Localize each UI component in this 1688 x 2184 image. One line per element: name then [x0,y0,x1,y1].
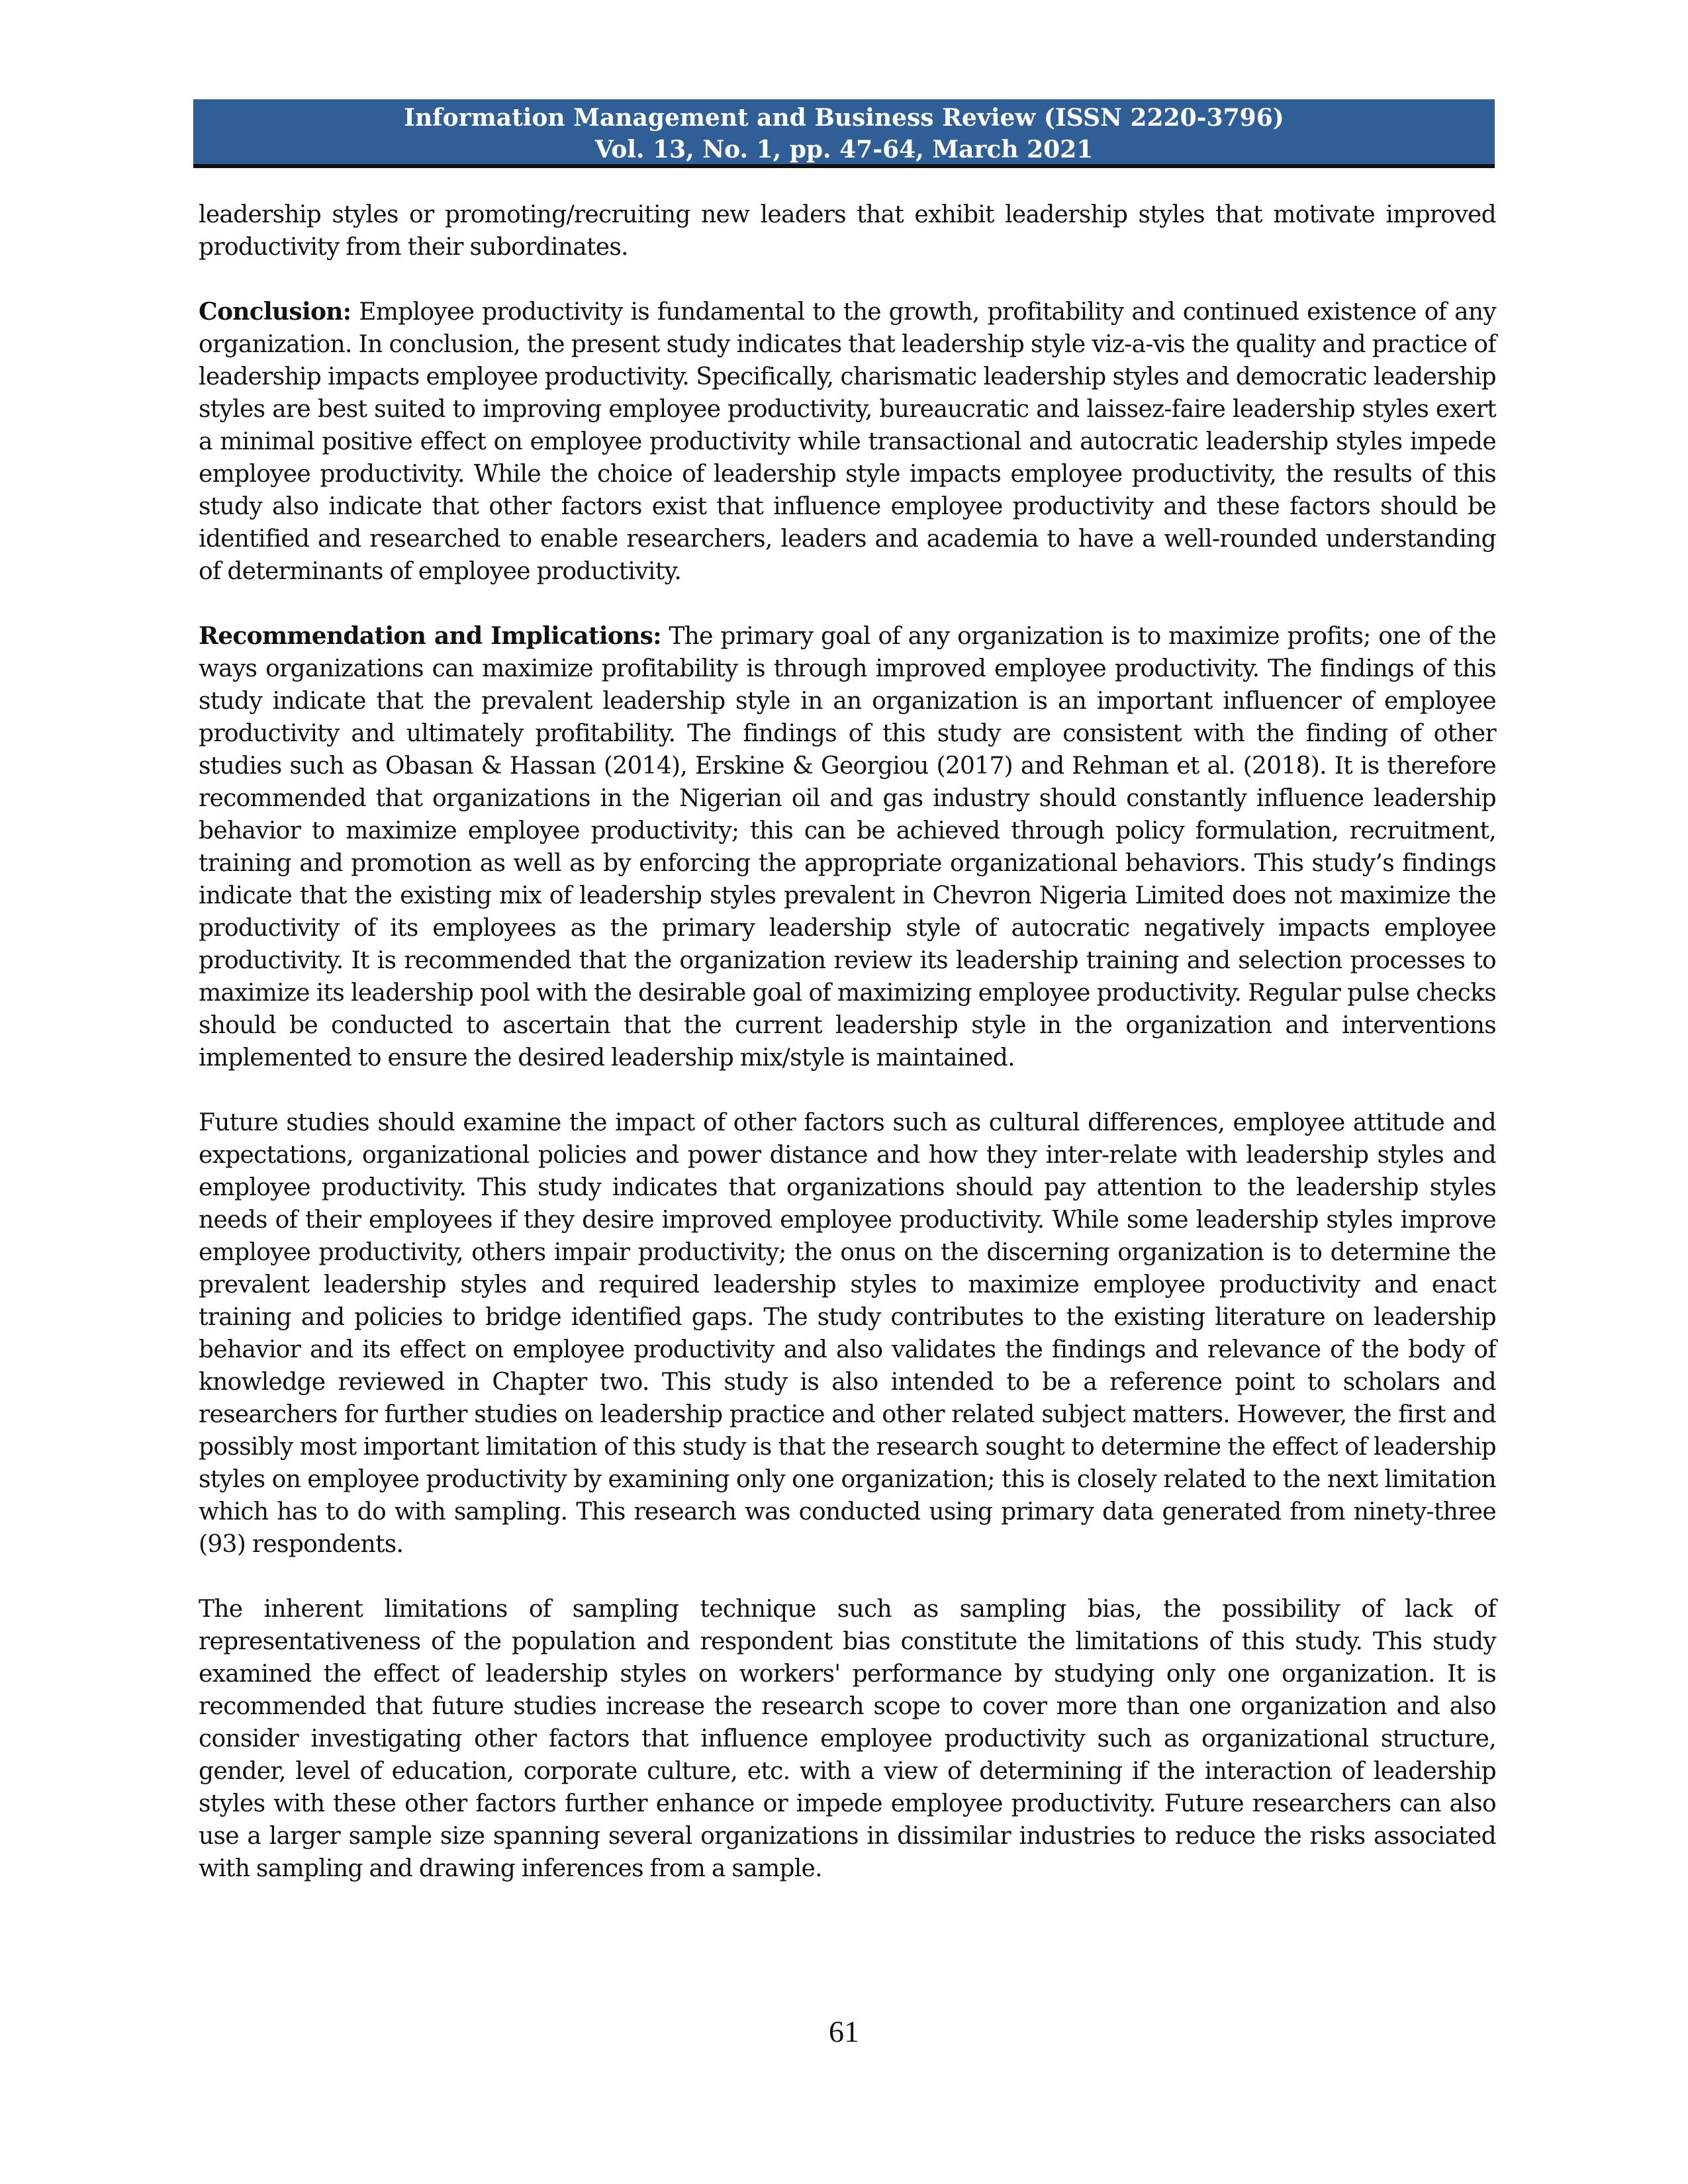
conclusion-paragraph [199,296,1496,588]
journal-volume-info: Vol. 13, No. 1, pp. 47-64, March 2021 [594,136,1094,163]
journal-header-banner [193,99,1495,168]
future-studies-paragraph: Future studies should examine the impact of other factors such as cultural differences, employee attitude and expectations, organizational policies and power distance and how they inter-relate with leadership styles and employee productivity. This study indicates that organizations should pay attention to the leadership styles needs of their employees if they desire improved employee productivity. While some leadership styles improve employee productivity, others impair productivity; the onus on the discerning organization is to determine the prevalent leadership styles and required leadership styles to maximize employee productivity and enact training and policies to bridge identified gaps. The study contributes to the existing literature on leadership behavior and its effect on employee productivity and also validates the findings and relevance of the body of knowledge reviewed in Chapter two. This study is also intended to be a reference point to scholars and researchers for further studies on leadership practice and other related subject matters. However, the first and possibly most important limitation of this study is that the research sought to determine the effect of leadership styles on employee productivity by examining only one organization; this is closely related to the next limitation which has to do with sampling. This research was conducted using primary data generated from ninety-three (93) respondents. [199,1109,1496,1558]
continuation-paragraph: leadership styles or promoting/recruiting new leaders that exhibit leadership styles that motivate improved productivity from their subordinates. [199,201,1496,261]
conclusion-heading: Conclusion: [199,298,352,326]
limitations-paragraph: The inherent limitations of sampling technique such as sampling bias, the possibility of lack of representativeness of the population and respondent bias constitute the limitations of this study. This study examined the effect of leadership styles on workers' performance by studying only one organization. It is recommended that future studies increase the research scope to cover more than one organization and also consider investigating other factors that influence employee productivity such as organizational structure, gender, level of education, corporate culture, etc. with a view of determining if the interaction of leadership styles with these other factors further enhance or impede employee productivity. Future researchers can also use a larger sample size spanning several organizations in dissimilar industries to reduce the risks associated with sampling and drawing inferences from a sample. [199,1596,1496,1882]
recommendation-heading: Recommendation and Implications: [199,622,661,650]
journal-title: Information Management and Business Review (ISSN 2220-3796) [404,104,1284,132]
conclusion-text: Employee productivity is fundamental to the growth, profitability and continued existence of any organization. In conclusion, the present study indicates that leadership style viz-a-vis the quality and practice of leadership impacts employee productivity. Specifically, charismatic leadership styles and democratic leadership styles are best suited to improving employee productivity, bureaucratic and laissez-faire leadership styles exert a minimal positive effect on employee productivity while transactional and autocratic leadership styles impede employee productivity. While the choice of leadership style impacts employee productivity, the results of this study also indicate that other factors exist that influence employee productivity and these factors should be identified and researched to enable researchers, leaders and academia to have a well-rounded understanding of determinants of employee productivity. [199,298,1496,585]
page-number: 61 [829,2015,859,2048]
recommendation-text: The primary goal of any organization is to maximize profits; one of the ways organizations can maximize profitability is through improved employee productivity. The findings of this study indicate that the prevalent leadership style in an organization is an important influencer of employee productivity and ultimately profitability. The findings of this study are consistent with the finding of other studies such as Obasan & Hassan (2014), Erskine & Georgiou (2017) and Rehman et al. (2018). It is therefore recommended that organizations in the Nigerian oil and gas industry should constantly influence leadership behavior to maximize employee productivity; this can be achieved through policy formulation, recruitment, training and promotion as well as by enforcing the appropriate organizational behaviors. This study’s findings indicate that the existing mix of leadership styles prevalent in Chevron Nigeria Limited does not maximize the productivity of its employees as the primary leadership style of autocratic negatively impacts employee productivity. It is recommended that the organization review its leadership training and selection processes to maximize its leadership pool with the desirable goal of maximizing employee productivity. Regular pulse checks should be conducted to ascertain that the current leadership style in the organization and interventions implemented to ensure the desired leadership mix/style is maintained. [199,623,1496,1071]
article-body [199,199,1496,1917]
recommendation-paragraph [199,620,1496,1074]
